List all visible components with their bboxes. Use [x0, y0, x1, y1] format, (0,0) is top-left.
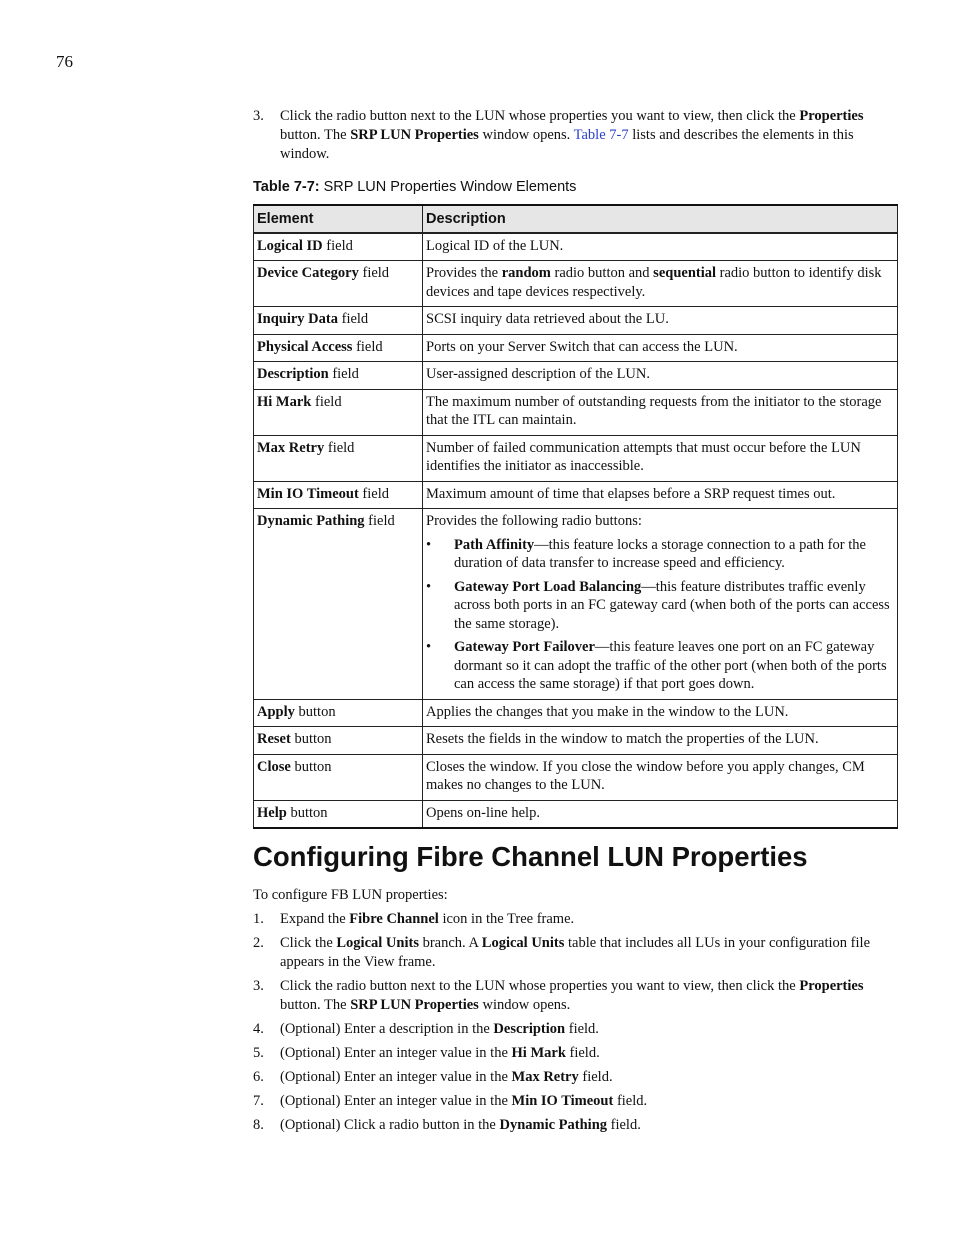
table-row — [254, 362, 898, 390]
description-cell: Maximum amount of time that elapses before a SRP request times out. — [423, 481, 898, 509]
table-row — [254, 754, 898, 800]
table-row — [254, 233, 898, 261]
table-row — [254, 389, 898, 435]
description-cell: Logical ID of the LUN. — [423, 233, 898, 261]
element-cell: Logical ID field — [254, 233, 423, 261]
element-cell: Dynamic Pathing field — [254, 509, 423, 700]
table-row — [254, 481, 898, 509]
table-row — [254, 699, 898, 727]
element-cell: Physical Access field — [254, 334, 423, 362]
table-row — [254, 800, 898, 828]
step-number: 7. — [253, 1093, 264, 1109]
element-cell: Help button — [254, 800, 423, 828]
element-cell: Reset button — [254, 727, 423, 755]
procedure-step — [253, 1020, 898, 1039]
table-row — [254, 727, 898, 755]
step-text: Click the radio button next to the LUN whose properties you want to view, then click the Properties button. The SRP LUN Properties window opens. — [280, 978, 864, 1013]
table-row — [254, 509, 898, 700]
step-number: 3. — [253, 978, 264, 994]
description-cell: The maximum number of outstanding requests from the initiator to the storage that the ITL can maintain. — [423, 389, 898, 435]
step-number: 8. — [253, 1117, 264, 1133]
element-cell: Inquiry Data field — [254, 307, 423, 335]
step-number: 4. — [253, 1021, 264, 1037]
bullet-item: • Path Affinity—this feature locks a storage connection to a path for the duration of data transfer to increase speed and efficiency. — [426, 536, 866, 571]
step-text: (Optional) Enter an integer value in the Min IO Timeout field. — [280, 1093, 648, 1109]
element-cell: Device Category field — [254, 261, 423, 307]
element-cell: Description field — [254, 362, 423, 390]
dynamic-pathing-intro: Provides the following radio buttons: — [426, 513, 642, 529]
bullet-item: • Gateway Port Load Balancing—this feature distributes traffic evenly across both ports in an FC gateway card (when both of the ports can access the same storage). — [426, 578, 890, 632]
step-number: 2. — [253, 935, 264, 951]
table-row — [254, 261, 898, 307]
procedure-step — [253, 1092, 898, 1111]
step-number: 3. — [253, 108, 264, 124]
procedure-step — [253, 1044, 898, 1063]
section-heading: Configuring Fibre Channel LUN Properties — [253, 841, 808, 872]
procedure-step — [253, 934, 898, 972]
page-content — [253, 107, 898, 1135]
element-cell: Max Retry field — [254, 435, 423, 481]
bullet-icon: • — [426, 536, 432, 553]
description-cell: Provides the random radio button and sequential radio button to identify disk devices and tape devices respectively. — [423, 261, 898, 307]
description-cell: Resets the fields in the window to match the properties of the LUN. — [423, 727, 898, 755]
description-cell: Ports on your Server Switch that can access the LUN. — [423, 334, 898, 362]
step-number: 6. — [253, 1069, 264, 1085]
step-text: (Optional) Click a radio button in the Dynamic Pathing field. — [280, 1117, 641, 1133]
element-cell: Apply button — [254, 699, 423, 727]
procedure-step — [253, 977, 898, 1015]
description-cell — [423, 509, 898, 700]
description-cell: Number of failed communication attempts that must occur before the LUN identifies the initiator as inaccessible. — [423, 435, 898, 481]
procedure-step — [253, 910, 898, 929]
bullet-icon: • — [426, 578, 432, 595]
step-text: Click the Logical Units branch. A Logical Units table that includes all LUs in your configuration file appears in the View frame. — [280, 935, 871, 970]
table-header-row — [254, 205, 898, 233]
header-description: Description — [423, 205, 898, 233]
element-cell: Hi Mark field — [254, 389, 423, 435]
description-cell: Opens on-line help. — [423, 800, 898, 828]
procedure-step — [253, 1068, 898, 1087]
srp-lun-properties-table — [253, 204, 898, 829]
page-number: 76 — [56, 52, 73, 71]
step-text: Expand the Fibre Channel icon in the Tree frame. — [280, 911, 575, 927]
table-7-7-link[interactable]: Table 7-7 — [573, 127, 629, 143]
step-number: 5. — [253, 1045, 264, 1061]
table-row — [254, 334, 898, 362]
element-cell: Close button — [254, 754, 423, 800]
header-element: Element — [254, 205, 423, 233]
description-cell: Applies the changes that you make in the window to the LUN. — [423, 699, 898, 727]
element-cell: Min IO Timeout field — [254, 481, 423, 509]
step-text: Click the radio button next to the LUN whose properties you want to view, then click the Properties button. The SRP LUN Properties window opens. Table 7-7 lists and describes the elements in this window. — [280, 108, 864, 162]
step-3-view-properties — [253, 107, 898, 164]
table-row — [254, 307, 898, 335]
bullet-item: • Gateway Port Failover—this feature leaves one port on an FC gateway dormant so it can adopt the traffic of the other port (when both of the ports can access the same storage) if that port goes down. — [426, 639, 887, 692]
table-caption: Table 7-7: SRP LUN Properties Window Elements — [253, 179, 577, 195]
step-text: (Optional) Enter a description in the Description field. — [280, 1021, 599, 1037]
step-text: (Optional) Enter an integer value in the Max Retry field. — [280, 1069, 613, 1085]
description-cell: SCSI inquiry data retrieved about the LU. — [423, 307, 898, 335]
step-text: (Optional) Enter an integer value in the Hi Mark field. — [280, 1045, 600, 1061]
procedure-step — [253, 1116, 898, 1135]
description-cell: Closes the window. If you close the window before you apply changes, CM makes no changes to the LUN. — [423, 754, 898, 800]
bullet-icon: • — [426, 639, 432, 655]
section-intro: To configure FB LUN properties: — [253, 887, 448, 903]
description-cell: User-assigned description of the LUN. — [423, 362, 898, 390]
step-number: 1. — [253, 911, 264, 927]
table-row — [254, 435, 898, 481]
